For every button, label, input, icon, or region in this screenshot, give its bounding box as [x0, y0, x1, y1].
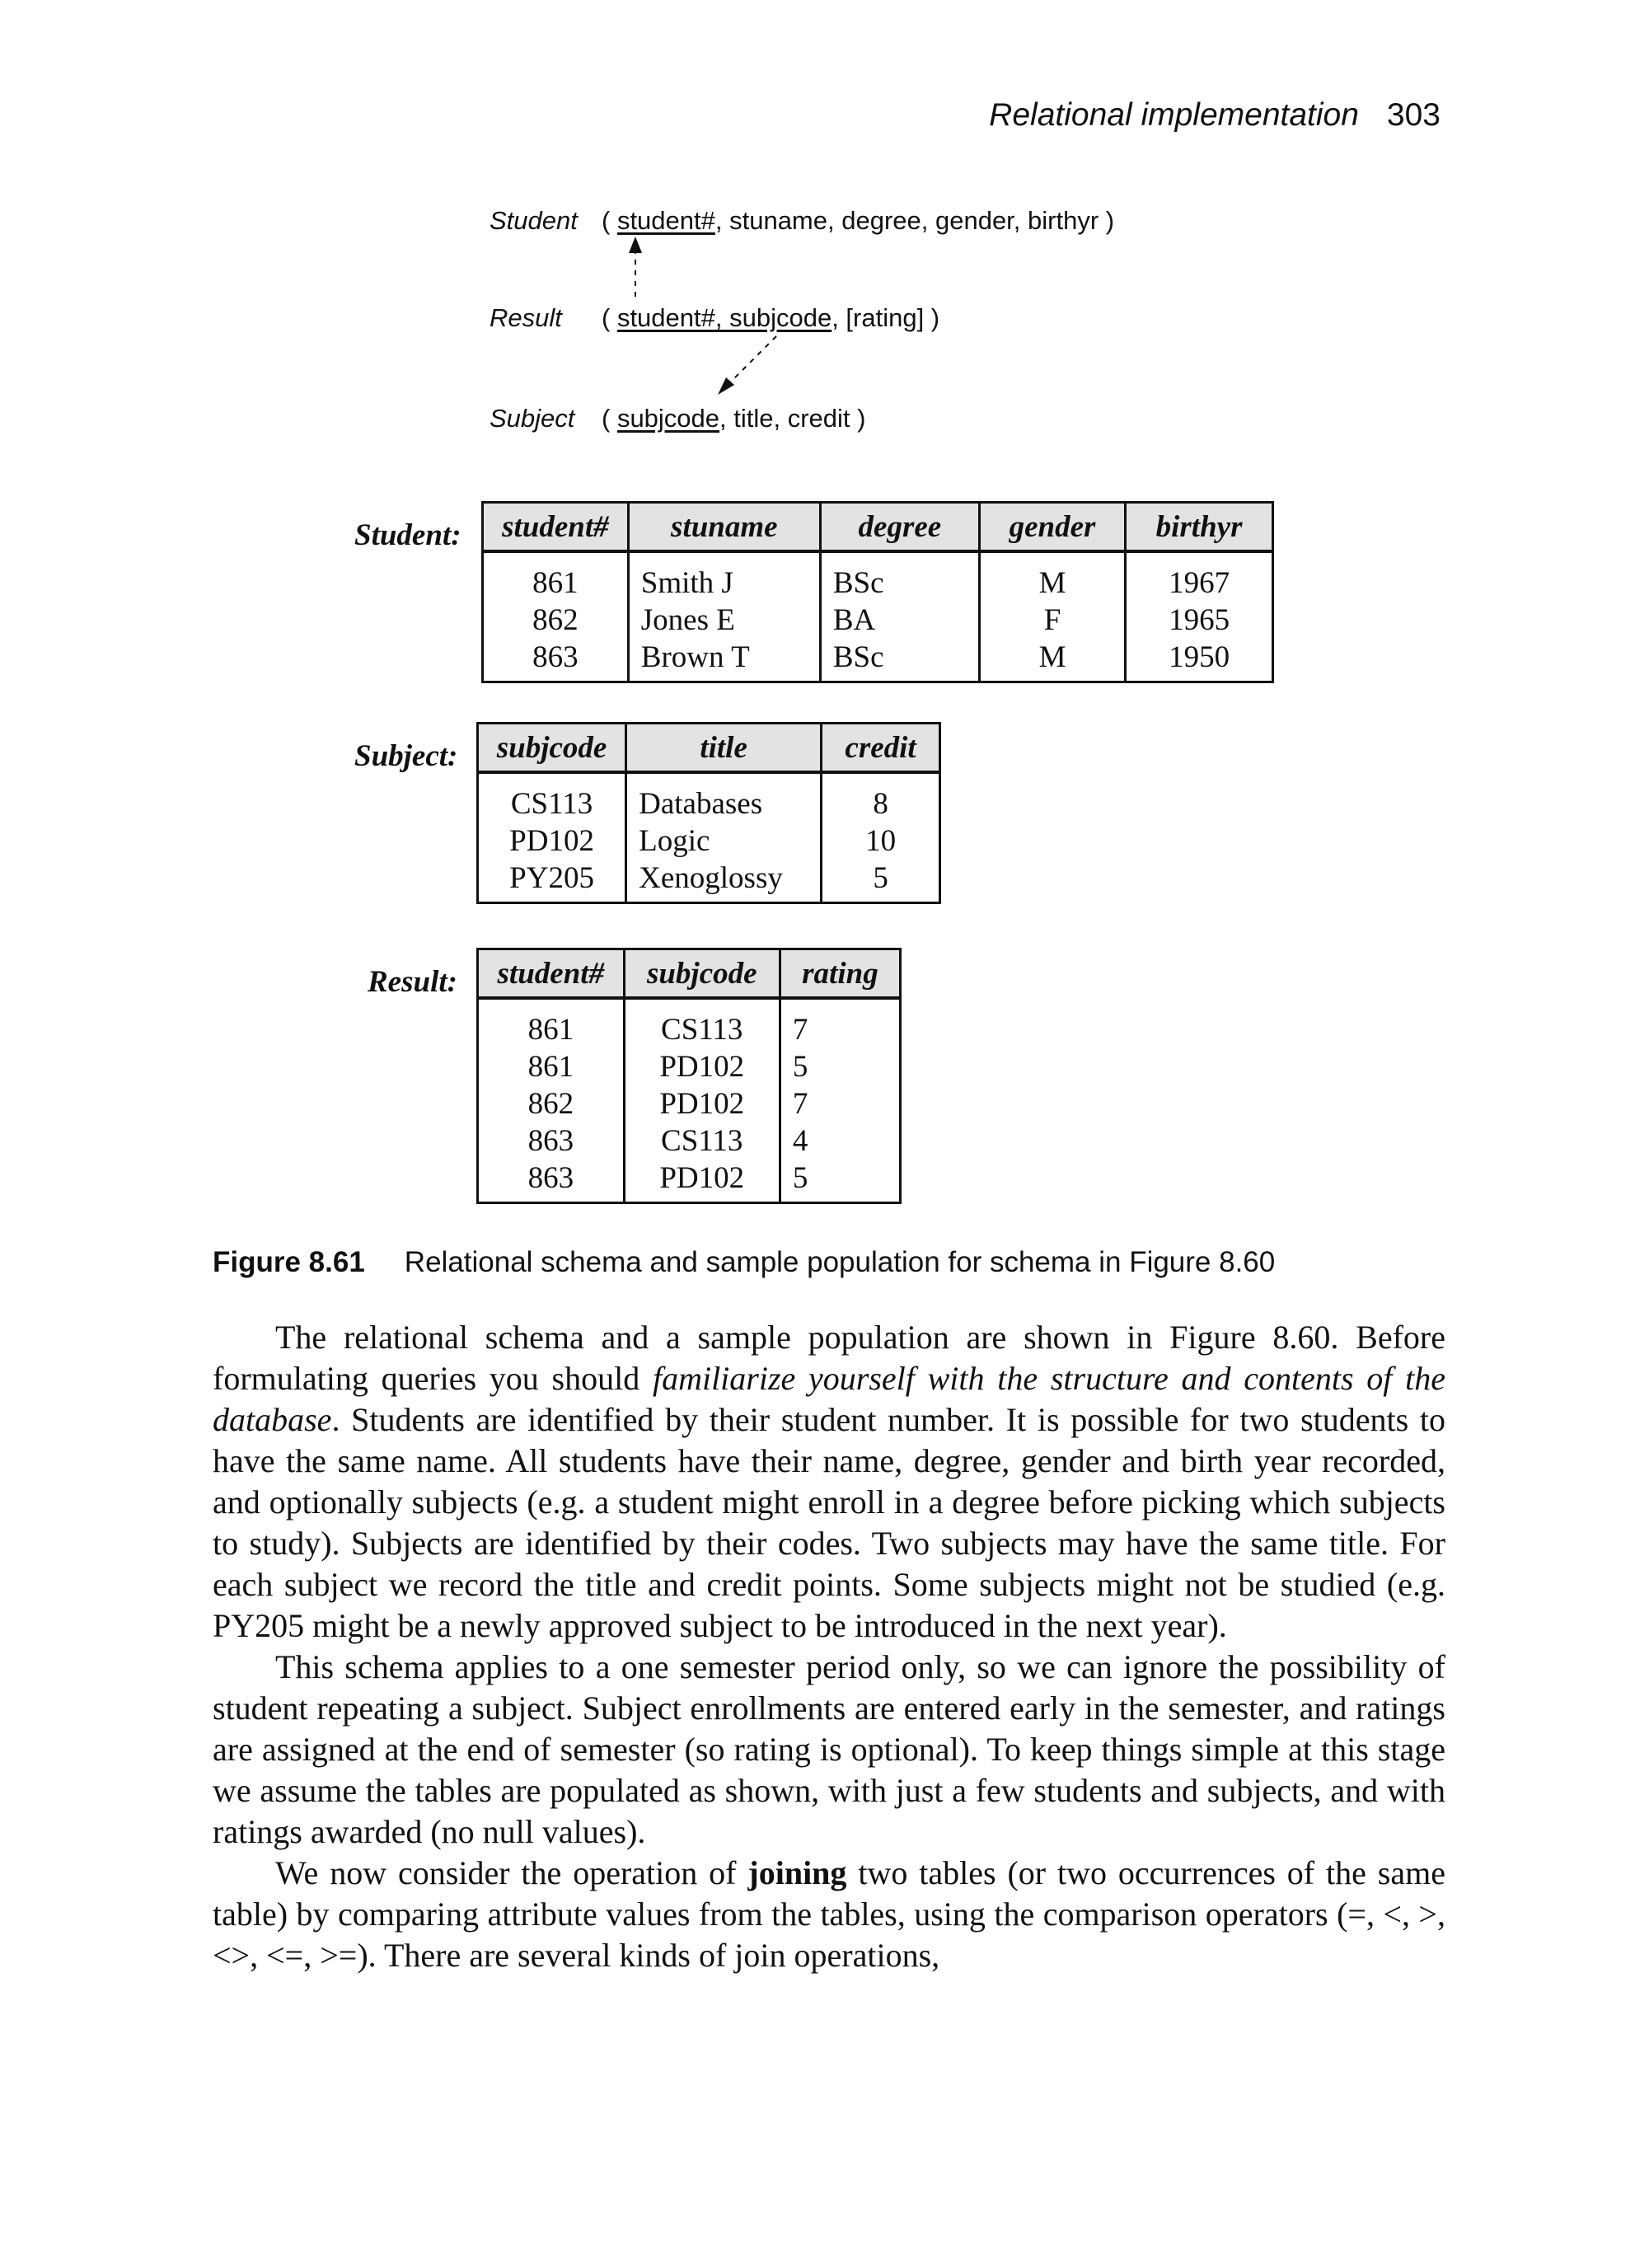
column-header: rating: [780, 949, 900, 999]
result-table-label: Result:: [368, 965, 457, 999]
table-cell: 5: [822, 860, 940, 903]
table-cell: CS113: [478, 772, 626, 822]
paragraph-text: The relational schema and a sample population are shown in Figure 8.60. Before formulating queries you should: [213, 1319, 1445, 1397]
figure-number: Figure 8.61: [213, 1246, 365, 1278]
schema-result-rest: , [rating] ): [832, 303, 940, 332]
table-cell: CS113: [624, 998, 780, 1048]
paragraph-text: two tables (or two occurrences of the same table) by comparing attribute values from the tables, using the comparison operators (=, <, >, <>, <=, >=). There are several kinds of join operations,: [213, 1854, 1445, 1974]
table-cell: M: [979, 639, 1125, 682]
table-row: [478, 1160, 901, 1203]
paragraph: [213, 1317, 1445, 1647]
page-number: 303: [1386, 97, 1441, 133]
table-cell: 5: [780, 1048, 900, 1085]
running-head-title: Relational implementation: [989, 97, 1359, 133]
paragraph: This schema applies to a one semester period only, so we can ignore the possibility of student repeating a subject. Subject enrollments are entered early in the semester, and ratings are assigned at the end of semester (so rating is optional). To keep things simple at this stage we assume the tables are populated as shown, with just a few students and subjects, and with ratings awarded (no null values).: [213, 1648, 1445, 1850]
table-cell: Brown T: [628, 639, 820, 682]
column-header: student#: [483, 503, 629, 552]
table-row: [478, 1048, 901, 1085]
table-row: [478, 860, 940, 903]
student-table-label: Student:: [354, 518, 461, 552]
column-header: student#: [478, 949, 625, 999]
table-cell: M: [979, 551, 1125, 602]
table-row: [478, 1085, 901, 1122]
column-header: degree: [820, 503, 979, 552]
paragraph-text: . Students are identified by their student number. It is possible for two students to have the same name. All students have their name, degree, gender and birth year recorded, and optionally subjects (e.g. a student might enroll in a degree before picking which subjects to study). Subjects are identified by their codes. Two subjects may have the same title. For each subject we record the title and credit points. Some subjects might not be studied (e.g. PY205 might be a newly approved subject to be introduced in the next year).: [213, 1401, 1445, 1644]
schema-student-name: Student: [490, 206, 578, 235]
table-cell: Logic: [626, 822, 822, 860]
paragraph-text: We now consider the operation of: [275, 1854, 748, 1891]
schema-subject-name: Subject: [490, 404, 575, 433]
table-cell: BSc: [820, 551, 979, 602]
table-cell: Smith J: [628, 551, 820, 602]
table-row: [483, 551, 1273, 602]
table-cell: 8: [822, 772, 940, 822]
table-cell: 861: [478, 998, 625, 1048]
table-cell: 863: [483, 639, 629, 682]
table-row: [478, 1122, 901, 1160]
foreign-key-arrow-student: [629, 237, 642, 297]
body-text: [213, 1317, 1445, 1976]
table-cell: 863: [478, 1122, 625, 1160]
table-row: [478, 772, 940, 822]
figure-caption-text: Relational schema and sample population for schema in Figure 8.60: [404, 1246, 1276, 1278]
table-header-row: [478, 724, 940, 773]
schema-result-key: student#, subjcode: [616, 303, 832, 332]
column-header: gender: [979, 503, 1125, 552]
column-header: stuname: [628, 503, 820, 552]
table-cell: 861: [478, 1048, 625, 1085]
column-header: subjcode: [478, 724, 626, 773]
column-header: title: [626, 724, 822, 773]
table-cell: 1965: [1126, 602, 1273, 639]
emphasis-text: familiarize yourself with the structure and contents of the database: [213, 1360, 1445, 1438]
table-cell: 862: [478, 1085, 625, 1122]
table-cell: Databases: [626, 772, 822, 822]
schema-subject-open: (: [602, 404, 617, 433]
schema-student-rest: , stuname, degree, gender, birthyr ): [714, 206, 1115, 235]
subject-table: [476, 722, 941, 904]
table-cell: F: [979, 602, 1125, 639]
schema-student-key: student#: [616, 206, 715, 235]
table-row: [478, 822, 940, 860]
table-cell: 861: [483, 551, 629, 602]
table-cell: 1967: [1126, 551, 1273, 602]
table-cell: PD102: [624, 1048, 780, 1085]
result-table: [476, 948, 902, 1204]
table-cell: Xenoglossy: [626, 860, 822, 903]
column-header: credit: [822, 724, 940, 773]
bold-term: joining: [747, 1854, 847, 1891]
table-cell: PD102: [478, 822, 626, 860]
table-cell: 5: [780, 1160, 900, 1203]
subject-table-label: Subject:: [354, 739, 458, 773]
table-cell: BA: [820, 602, 979, 639]
table-cell: 1950: [1126, 639, 1273, 682]
schema-student-open: (: [602, 206, 617, 235]
schema-result-name: Result: [490, 303, 562, 332]
column-header: birthyr: [1126, 503, 1273, 552]
table-row: [483, 639, 1273, 682]
foreign-key-arrow-subject: [718, 336, 776, 395]
table-cell: 7: [780, 998, 900, 1048]
column-header: subjcode: [624, 949, 780, 999]
table-cell: PD102: [624, 1085, 780, 1122]
table-cell: 10: [822, 822, 940, 860]
student-table: [481, 501, 1274, 683]
table-cell: 862: [483, 602, 629, 639]
schema-result-open: (: [602, 303, 617, 332]
table-cell: CS113: [624, 1122, 780, 1160]
table-cell: 4: [780, 1122, 900, 1160]
table-cell: BSc: [820, 639, 979, 682]
table-header-row: [478, 949, 901, 999]
table-cell: 7: [780, 1085, 900, 1122]
table-cell: PD102: [624, 1160, 780, 1203]
table-header-row: [483, 503, 1273, 552]
paragraph: [213, 1853, 1445, 1976]
table-cell: PY205: [478, 860, 626, 903]
figure-caption: [213, 1246, 1275, 1279]
schema-subject-key: subjcode: [616, 404, 720, 433]
table-row: [478, 998, 901, 1048]
table-cell: 863: [478, 1160, 625, 1203]
schema-subject-rest: , title, credit ): [719, 404, 866, 433]
table-row: [483, 602, 1273, 639]
table-cell: Jones E: [628, 602, 820, 639]
